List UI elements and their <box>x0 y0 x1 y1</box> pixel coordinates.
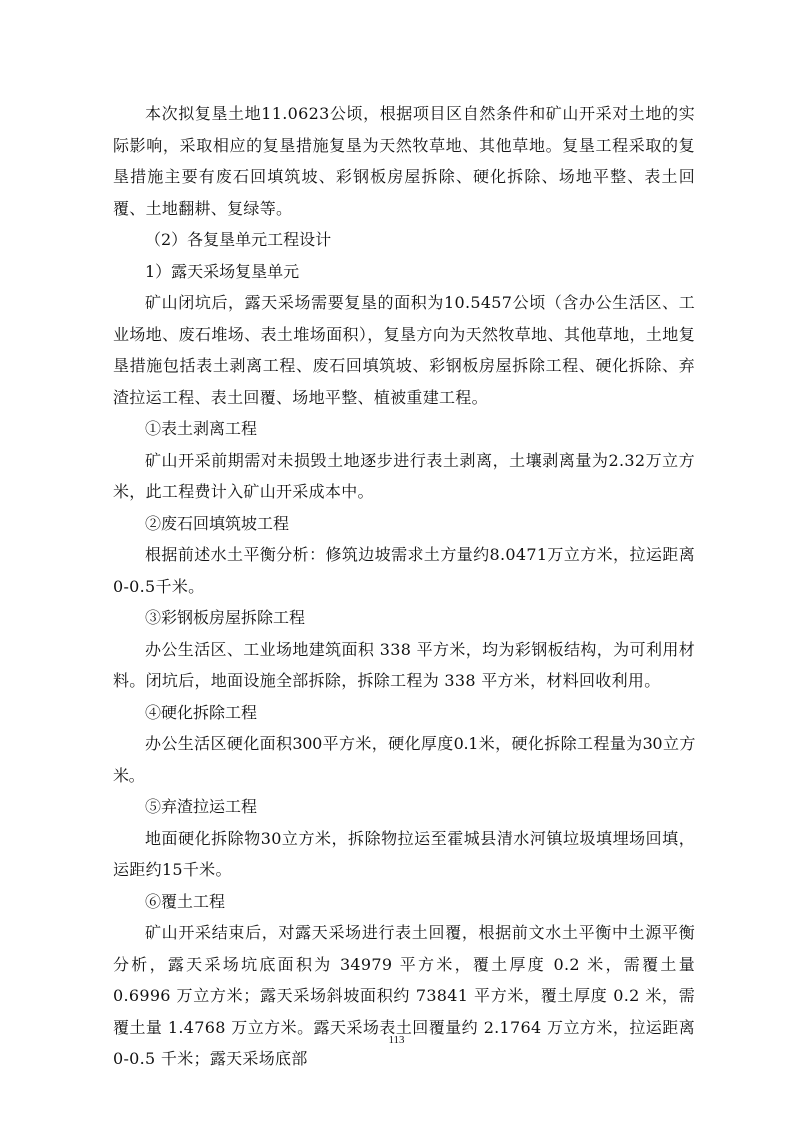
page-content <box>113 98 695 1075</box>
paragraph-intro: 本次拟复垦土地11.0623公顷，根据项目区自然条件和矿山开采对土地的实际影响，采取相应的复垦措施复垦为天然牧草地、其他草地。复垦工程采取的复垦措施主要有废石回填筑坡、彩钢板房屋拆除、硬化拆除、场地平整、表土回覆、土地翻耕、复绿等。 <box>113 104 695 218</box>
paragraph-item4: 办公生活区硬化面积300平方米，硬化厚度0.1米，硬化拆除工程量为30立方米。 <box>113 734 695 785</box>
item-heading-3: ③彩钢板房屋拆除工程 <box>145 608 306 627</box>
unit-heading-1: 1）露天采场复垦单元 <box>145 261 300 281</box>
paragraph-item1: 矿山开采前期需对未损毁土地逐步进行表土剥离，土壤剥离量为2.32万立方米，此工程费计入矿山开采成本中。 <box>113 450 695 501</box>
section-heading-2: （2）各复垦单元工程设计 <box>145 230 332 249</box>
paragraph-item6: 矿山开采结束后，对露天采场进行表土回覆，根据前文水土平衡中土源平衡分析，露天采场坑底面积为 34979 平方米，覆土厚度 0.2 米，需覆土量 0.6996 万立方米；露天采场斜坡面积约 73841 平方米，覆土厚度 0.2 米，需覆土量 1.4768 万立方米。露天采场表土回覆量约 2.1764 万立方米，拉运距离 0-0.5 千米；露天采场底部 <box>113 923 695 1068</box>
item-heading-4: ④硬化拆除工程 <box>145 702 258 722</box>
paragraph-item2: 根据前述水土平衡分析：修筑边坡需求土方量约8.0471万立方米，拉运距离0-0.5千米。 <box>113 545 695 596</box>
item-heading-1: ①表土剥离工程 <box>145 419 258 438</box>
item-heading-2: ②废石回填筑坡工程 <box>145 513 290 533</box>
paragraph-item3: 办公生活区、工业场地建筑面积 338 平方米，均为彩钢板结构，为可利用材料。闭坑后，地面设施全部拆除，拆除工程为 338 平方米，材料回收利用。 <box>113 639 695 690</box>
paragraph-item5: 地面硬化拆除物30立方米，拆除物拉运至霍城县清水河镇垃圾填埋场回填，运距约15千米。 <box>113 828 695 879</box>
page-number: 113 <box>388 1034 405 1046</box>
paragraph-unit1: 矿山闭坑后，露天采场需要复垦的面积为10.5457公顷（含办公生活区、工业场地、废石堆场、表土堆场面积），复垦方向为天然牧草地、其他草地，土地复垦措施包括表土剥离工程、废石回填筑坡、彩钢板房屋拆除工程、硬化拆除、弃渣拉运工程、表土回覆、场地平整、植被重建工程。 <box>113 293 695 407</box>
item-heading-6: ⑥覆土工程 <box>145 891 226 911</box>
item-heading-5: ⑤弃渣拉运工程 <box>145 797 258 816</box>
